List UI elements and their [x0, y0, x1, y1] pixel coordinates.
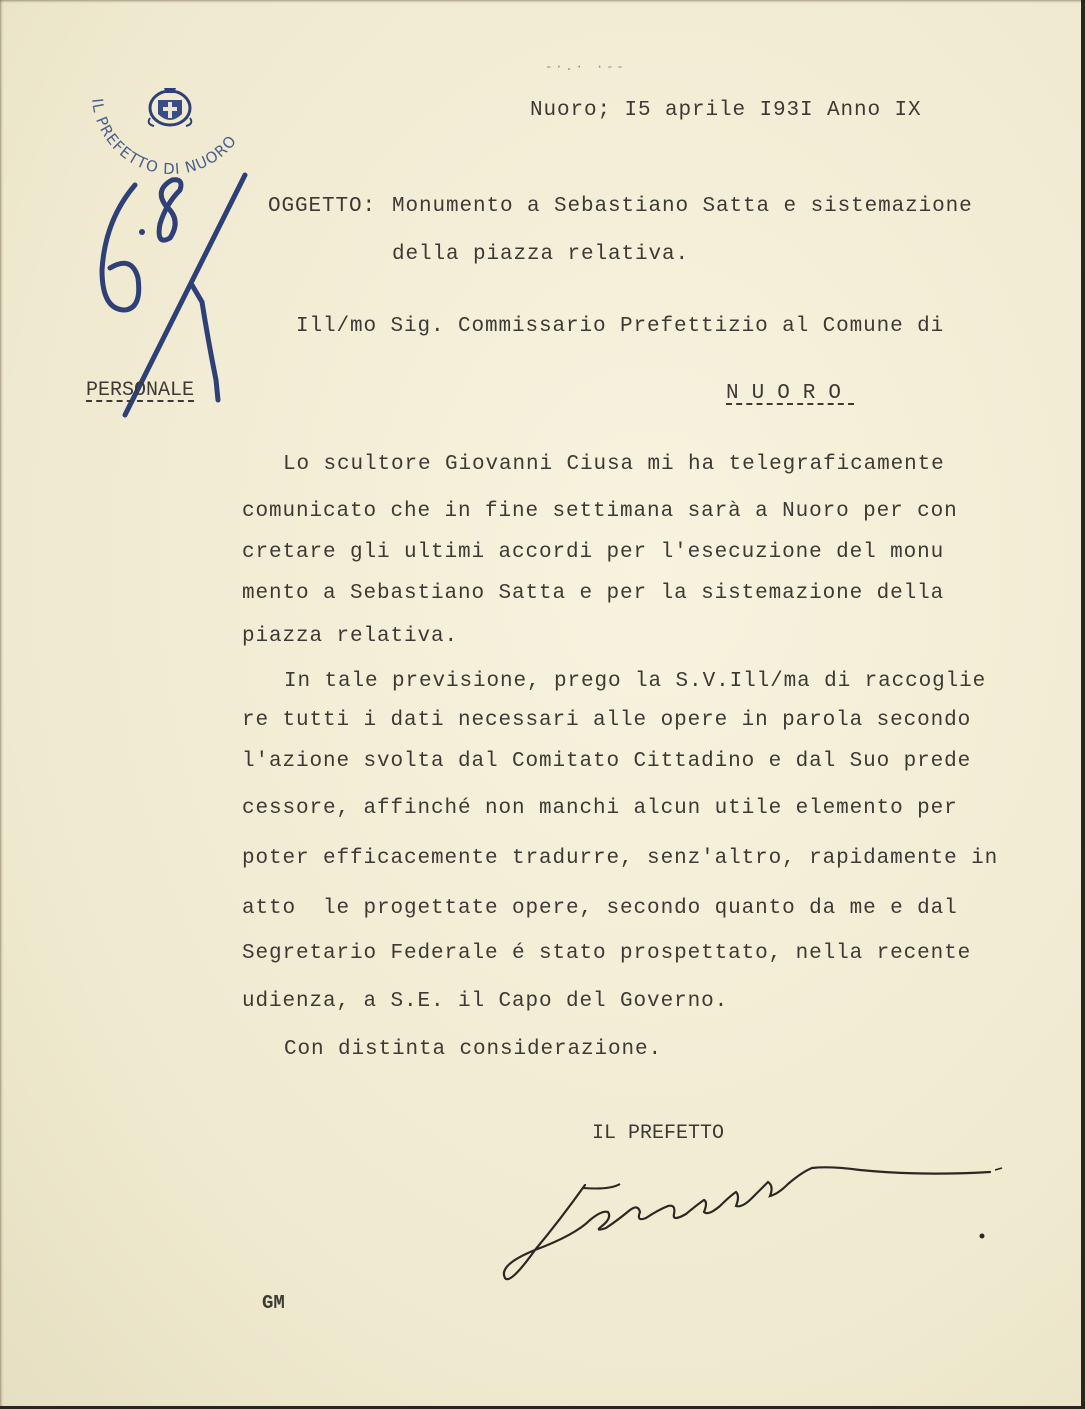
body-line: Lo scultore Giovanni Ciusa mi ha telegraficamente: [283, 453, 945, 476]
personale-label: PERSONALE: [86, 379, 195, 402]
body-line: comunicato che in fine settimana sarà a Nuoro per con: [242, 500, 958, 523]
stamp-text: IL PREFETTO DI NUORO: [88, 97, 241, 179]
handwritten-eight: [159, 180, 181, 240]
subject-line-1: Monumento a Sebastiano Satta e sistemazione: [392, 195, 973, 218]
body-line: mento a Sebastiano Satta e per la sistemazione della: [242, 582, 945, 605]
signature: [490, 1150, 1030, 1300]
body-line: Segretario Federale é stato prospettato, nella recente: [242, 942, 972, 965]
body-line: udienza, a S.E. il Capo del Governo.: [242, 990, 729, 1013]
subject-line-2: della piazza relativa.: [392, 243, 690, 266]
handwritten-six: [102, 185, 139, 310]
body-line: In tale previsione, prego la S.V.Ill/ma di raccoglie: [284, 670, 987, 693]
body-line: cessore, affinché non manchi alcun utile elemento per: [242, 797, 958, 820]
body-line: re tutti i dati necessari alle opere in parola secondo: [242, 709, 972, 732]
body-line: poter efficacemente tradurre, senz'altro, rapidamente in: [242, 847, 999, 870]
page-edge-right: [1081, 0, 1085, 1409]
date-line: Nuoro; I5 aprile I93I Anno IX: [530, 99, 922, 122]
typist-initials: GM: [262, 1292, 285, 1314]
handwritten-one: [192, 285, 218, 400]
city-heading: NUORO: [726, 382, 855, 405]
handwritten-dot: [139, 229, 145, 235]
body-line: cretare gli ultimi accordi per l'esecuzione del monu: [242, 541, 945, 564]
subject-label: OGGETTO:: [268, 195, 377, 218]
body-line: piazza relativa.: [242, 625, 459, 648]
body-line: atto le progettate opere, secondo quanto da me e dal: [242, 897, 958, 920]
body-line: Con distinta considerazione.: [284, 1038, 663, 1061]
top-marks: -·.· ·--: [545, 60, 627, 74]
signoff: IL PREFETTO: [592, 1122, 725, 1145]
addressee: Ill/mo Sig. Commissario Prefettizio al Comune di: [296, 315, 945, 338]
coat-of-arms-icon: [149, 88, 192, 126]
body-line: l'azione svolta dal Comitato Cittadino e dal Suo prede: [242, 750, 972, 773]
